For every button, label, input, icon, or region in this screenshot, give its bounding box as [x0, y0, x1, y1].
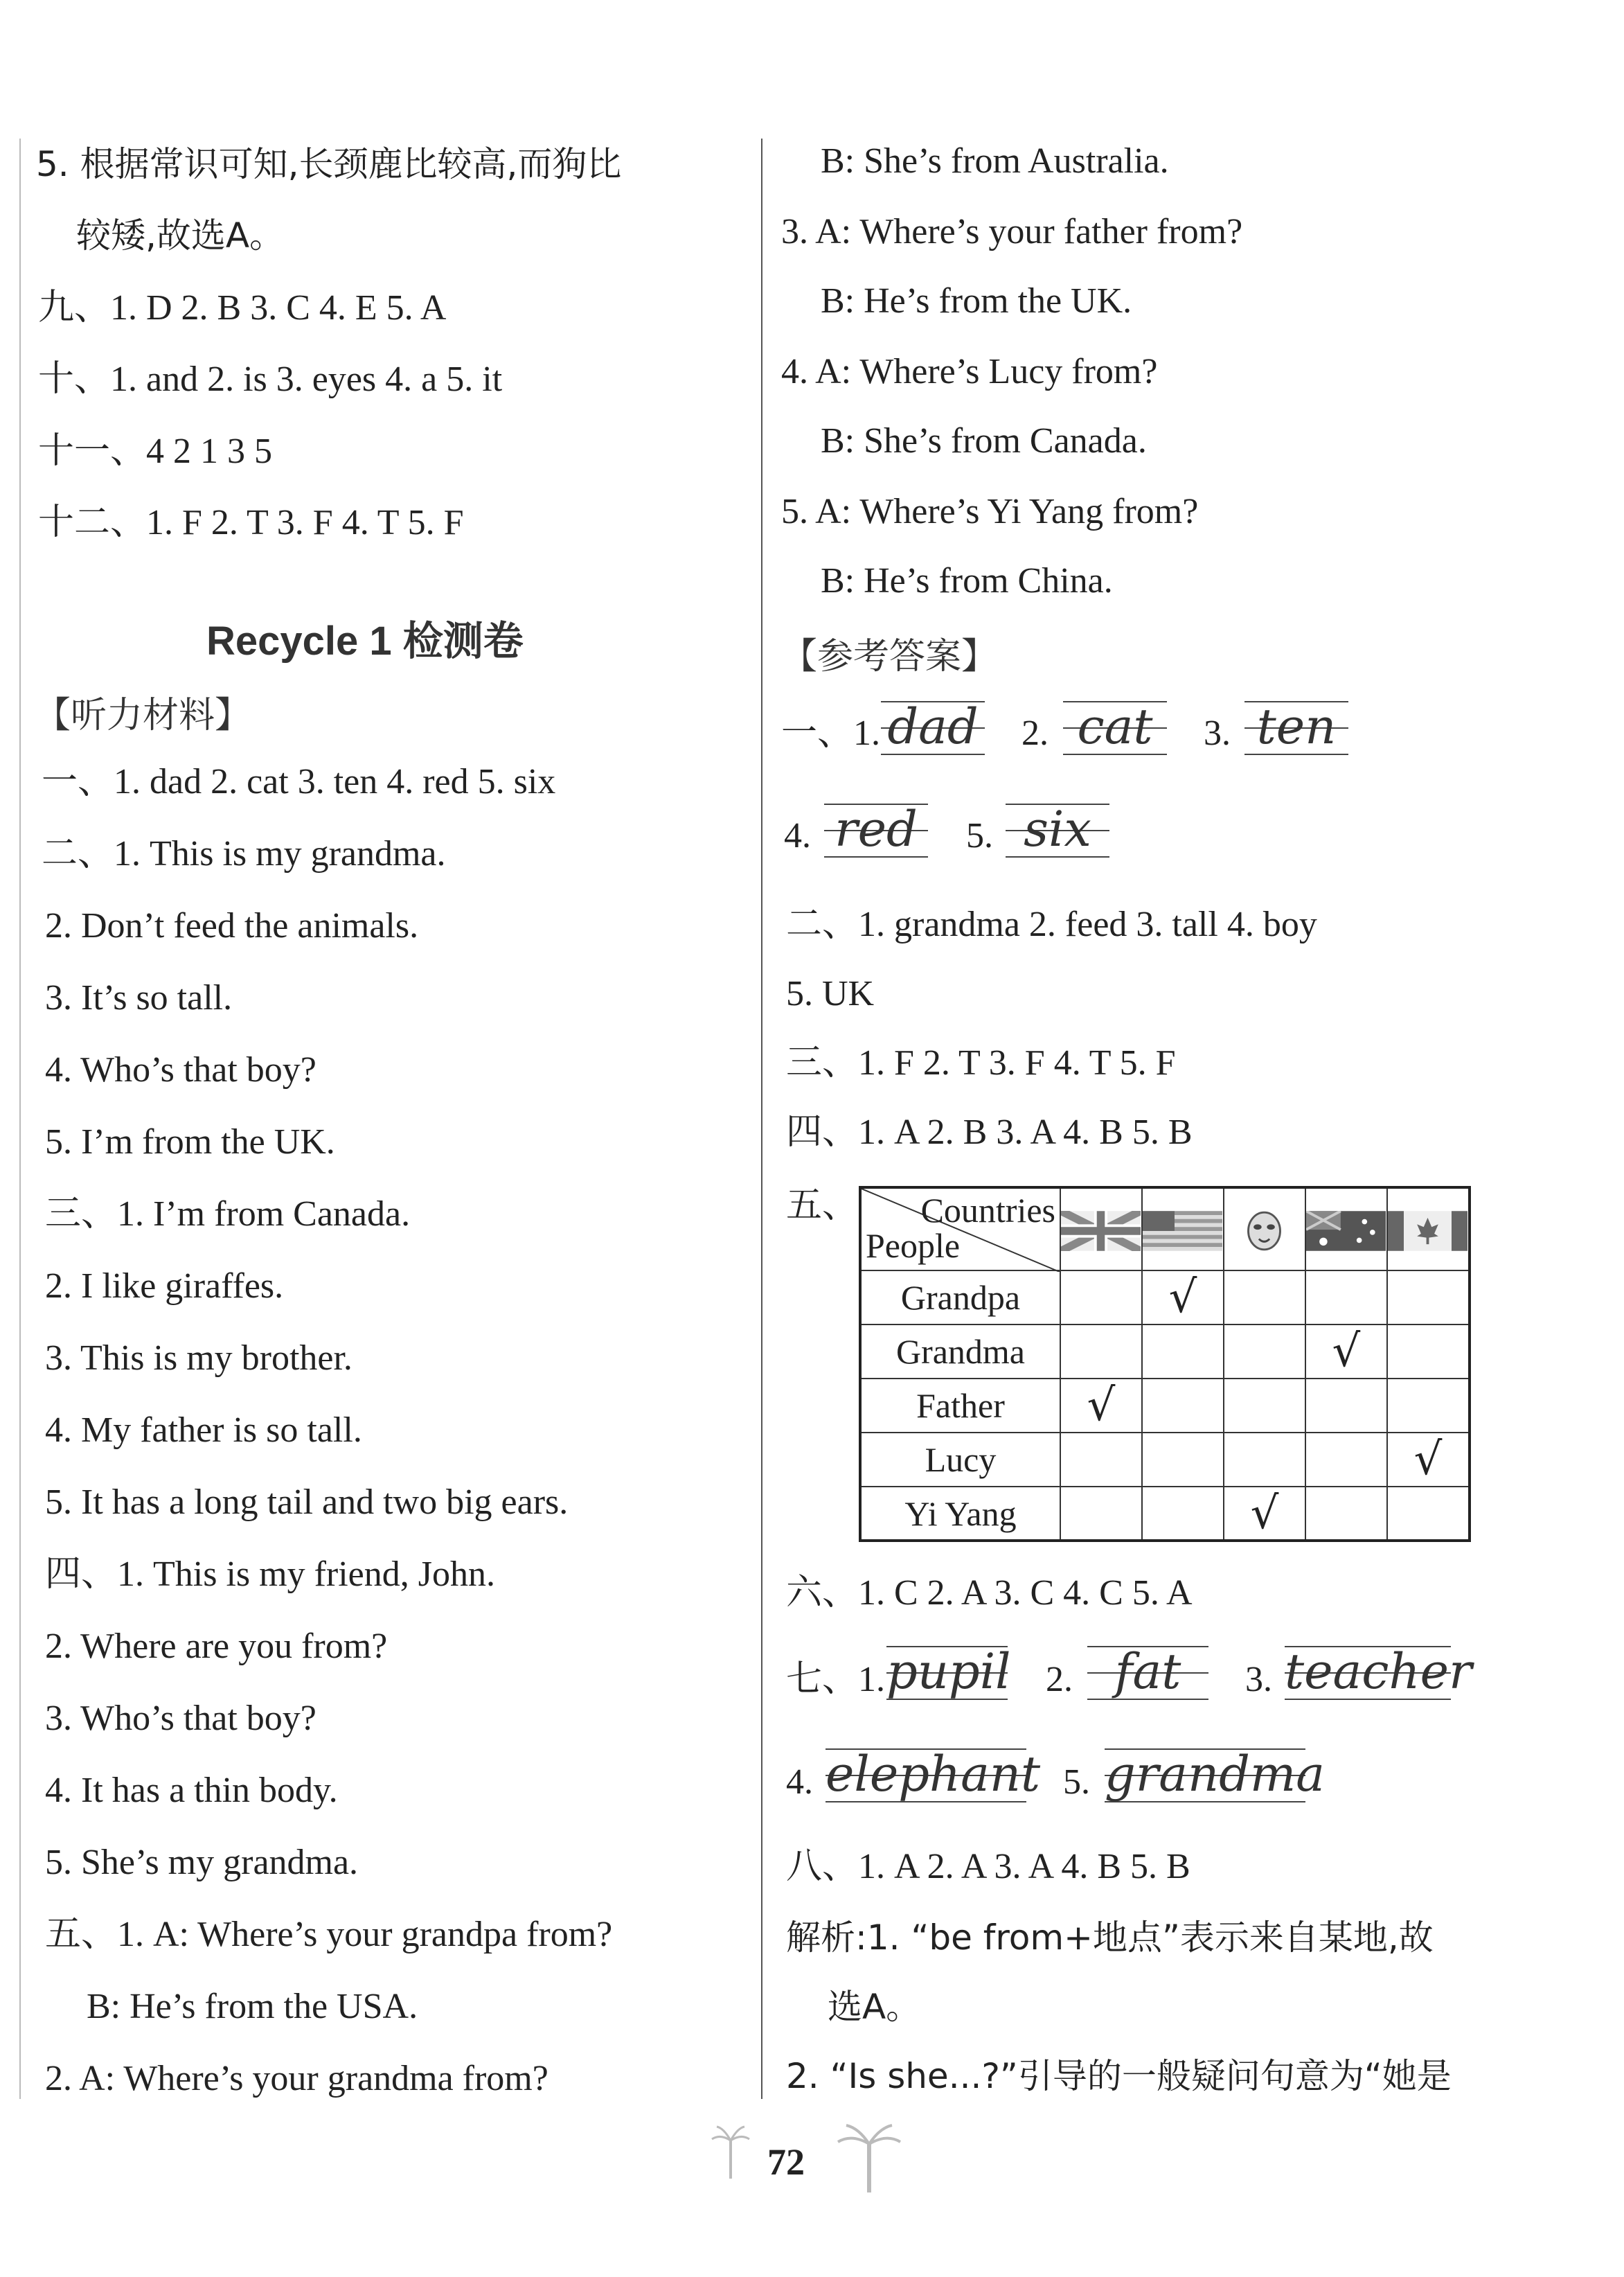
reference-answer-header: 【参考答案】	[781, 636, 998, 677]
palm-tree-icon	[706, 2120, 755, 2182]
answer-2b: 5. UK	[786, 974, 875, 1013]
cell-check	[1224, 1433, 1305, 1487]
table-corner-cell	[860, 1187, 1060, 1270]
answer-explanation-5b: 较矮,故选A。	[76, 215, 285, 256]
cell-check	[1305, 1379, 1387, 1433]
cell-check: √	[1060, 1379, 1142, 1433]
handwriting-red: red	[824, 795, 928, 871]
cell-check	[1060, 1324, 1142, 1379]
dialogue-5a: 5. A: Where’s Yi Yang from?	[781, 492, 1199, 531]
cell-check	[1305, 1433, 1387, 1487]
cell-check	[1387, 1324, 1470, 1379]
handwriting-dad: dad	[881, 693, 985, 769]
row-name-lucy: Lucy	[860, 1433, 1060, 1487]
canada-flag-cell	[1387, 1187, 1470, 1270]
answer-8: 八、1. A 2. A 3. A 4. B 5. B	[786, 1847, 1190, 1886]
row-name-yi-yang: Yi Yang	[860, 1487, 1060, 1541]
listening-1: 一、1. dad 2. cat 3. ten 4. red 5. six	[42, 762, 556, 801]
answer-3: 三、1. F 2. T 3. F 4. T 5. F	[786, 1043, 1176, 1083]
countries-table	[859, 1186, 1471, 1542]
answer-7-num-5: 5.	[1063, 1762, 1090, 1802]
cell-check	[1142, 1433, 1224, 1487]
cell-check	[1387, 1379, 1470, 1433]
listening-4-4: 4. It has a thin body.	[45, 1771, 338, 1810]
listening-2-2: 2. Don’t feed the animals.	[45, 906, 419, 946]
corner-countries-label: Countries	[920, 1191, 1055, 1230]
cell-check: √	[1142, 1270, 1224, 1324]
cell-check	[1305, 1270, 1387, 1324]
cell-check	[1387, 1487, 1470, 1541]
answer-1-num-5: 5.	[966, 816, 993, 856]
cell-check	[1060, 1433, 1142, 1487]
listening-4-2: 2. Where are you from?	[45, 1627, 388, 1666]
answer-1-num-4: 4.	[784, 816, 811, 856]
cell-check	[1142, 1487, 1224, 1541]
cell-check: √	[1305, 1324, 1387, 1379]
answer-7-num-2: 2.	[1046, 1660, 1073, 1699]
opera-mask-icon	[1224, 1211, 1304, 1251]
explanation-1b: 选A。	[828, 1987, 921, 2027]
listening-2-5: 5. I’m from the UK.	[45, 1122, 335, 1162]
cell-check	[1387, 1270, 1470, 1324]
dialogue-4a: 4. A: Where’s Lucy from?	[781, 352, 1158, 391]
listening-3-2: 2. I like giraffes.	[45, 1266, 284, 1306]
dialogue-3a: 3. A: Where’s your father from?	[781, 212, 1243, 251]
handwriting-ten: ten	[1244, 693, 1348, 769]
answer-1-num-3: 3.	[1204, 714, 1231, 753]
cell-check	[1224, 1270, 1305, 1324]
row-name-grandpa: Grandpa	[860, 1270, 1060, 1324]
listening-5-1b: B: He’s from the USA.	[87, 1987, 418, 2026]
answer-q9: 九、1. D 2. B 3. C 4. E 5. A	[38, 288, 447, 328]
listening-4-5: 5. She’s my grandma.	[45, 1843, 359, 1882]
listening-2-1: 二、1. This is my grandma.	[42, 834, 446, 874]
answer-6: 六、1. C 2. A 3. C 4. C 5. A	[786, 1573, 1193, 1613]
column-divider	[761, 139, 762, 2099]
listening-4-3: 3. Who’s that boy?	[45, 1699, 316, 1738]
palm-tree-icon	[831, 2120, 907, 2196]
answer-4: 四、1. A 2. B 3. A 4. B 5. B	[786, 1113, 1193, 1152]
answer-q10: 十、1. and 2. is 3. eyes 4. a 5. it	[38, 360, 503, 399]
listening-3-5: 5. It has a long tail and two big ears.	[45, 1482, 569, 1522]
canada-flag-icon	[1388, 1211, 1467, 1251]
answer-1-prefix: 一、1.	[781, 714, 881, 753]
handwriting-teacher: teacher	[1285, 1643, 1472, 1700]
handwriting-pupil: pupil	[886, 1643, 1011, 1700]
australia-flag-icon	[1306, 1211, 1386, 1251]
handwriting-elephant: elephant	[826, 1746, 1041, 1802]
answer-7-prefix: 七、1.	[786, 1660, 886, 1699]
dialogue-3b: B: He’s from the UK.	[821, 281, 1132, 321]
usa-flag-cell	[1142, 1187, 1224, 1270]
explanation-1: 解析:1. “be from+地点”表示来自某地,故	[786, 1917, 1434, 1958]
listening-3-3: 3. This is my brother.	[45, 1338, 353, 1378]
uk-flag-cell	[1060, 1187, 1142, 1270]
handwriting-cat: cat	[1063, 693, 1167, 769]
cell-check	[1224, 1379, 1305, 1433]
listening-3-1: 三、1. I’m from Canada.	[45, 1194, 411, 1234]
uk-flag-icon	[1061, 1211, 1141, 1251]
listening-2-3: 3. It’s so tall.	[45, 978, 233, 1018]
left-margin-rule	[19, 139, 21, 2099]
listening-material-header: 【听力材料】	[35, 695, 251, 736]
cell-check	[1060, 1270, 1142, 1324]
dialogue-4b: B: She’s from Canada.	[821, 421, 1147, 461]
answer-5-label: 五、	[786, 1186, 859, 1225]
row-name-father: Father	[860, 1379, 1060, 1433]
answer-1-num-2: 2.	[1021, 714, 1049, 753]
handwriting-six: six	[1006, 795, 1109, 871]
cell-check: √	[1387, 1433, 1470, 1487]
handwriting-fat: fat	[1087, 1638, 1208, 1714]
cell-check	[1142, 1379, 1224, 1433]
row-name-grandma: Grandma	[860, 1324, 1060, 1379]
australia-flag-cell	[1305, 1187, 1387, 1270]
explanation-2: 2. “Is she...?”引导的一般疑问句意为“她是	[786, 2056, 1452, 2096]
page-number: 72	[767, 2141, 805, 2183]
cell-check	[1305, 1487, 1387, 1541]
answer-2: 二、1. grandma 2. feed 3. tall 4. boy	[786, 905, 1317, 944]
cell-check	[1224, 1324, 1305, 1379]
answer-7-num-3: 3.	[1245, 1660, 1272, 1699]
cell-check: √	[1224, 1487, 1305, 1541]
listening-3-4: 4. My father is so tall.	[45, 1410, 362, 1450]
cell-check	[1060, 1487, 1142, 1541]
handwriting-grandma: grandma	[1105, 1746, 1326, 1802]
answer-7-num-4: 4.	[786, 1762, 813, 1802]
answer-explanation-5a: 5. 根据常识可知,长颈鹿比较高,而狗比	[36, 144, 622, 184]
dialogue-2b: B: She’s from Australia.	[821, 141, 1169, 181]
china-cell	[1224, 1187, 1305, 1270]
listening-5-2a: 2. A: Where’s your grandma from?	[45, 2059, 548, 2098]
dialogue-5b: B: He’s from China.	[821, 561, 1113, 601]
section-title: Recycle 1 检测卷	[206, 619, 524, 664]
listening-5-1a: 五、1. A: Where’s your grandpa from?	[45, 1915, 613, 1954]
corner-people-label: People	[866, 1226, 961, 1265]
listening-2-4: 4. Who’s that boy?	[45, 1050, 316, 1090]
answer-q11: 十一、4 2 1 3 5	[38, 432, 273, 471]
usa-flag-icon	[1143, 1211, 1222, 1251]
listening-4-1: 四、1. This is my friend, John.	[45, 1554, 495, 1594]
answer-q12: 十二、1. F 2. T 3. F 4. T 5. F	[38, 503, 464, 542]
cell-check	[1142, 1324, 1224, 1379]
